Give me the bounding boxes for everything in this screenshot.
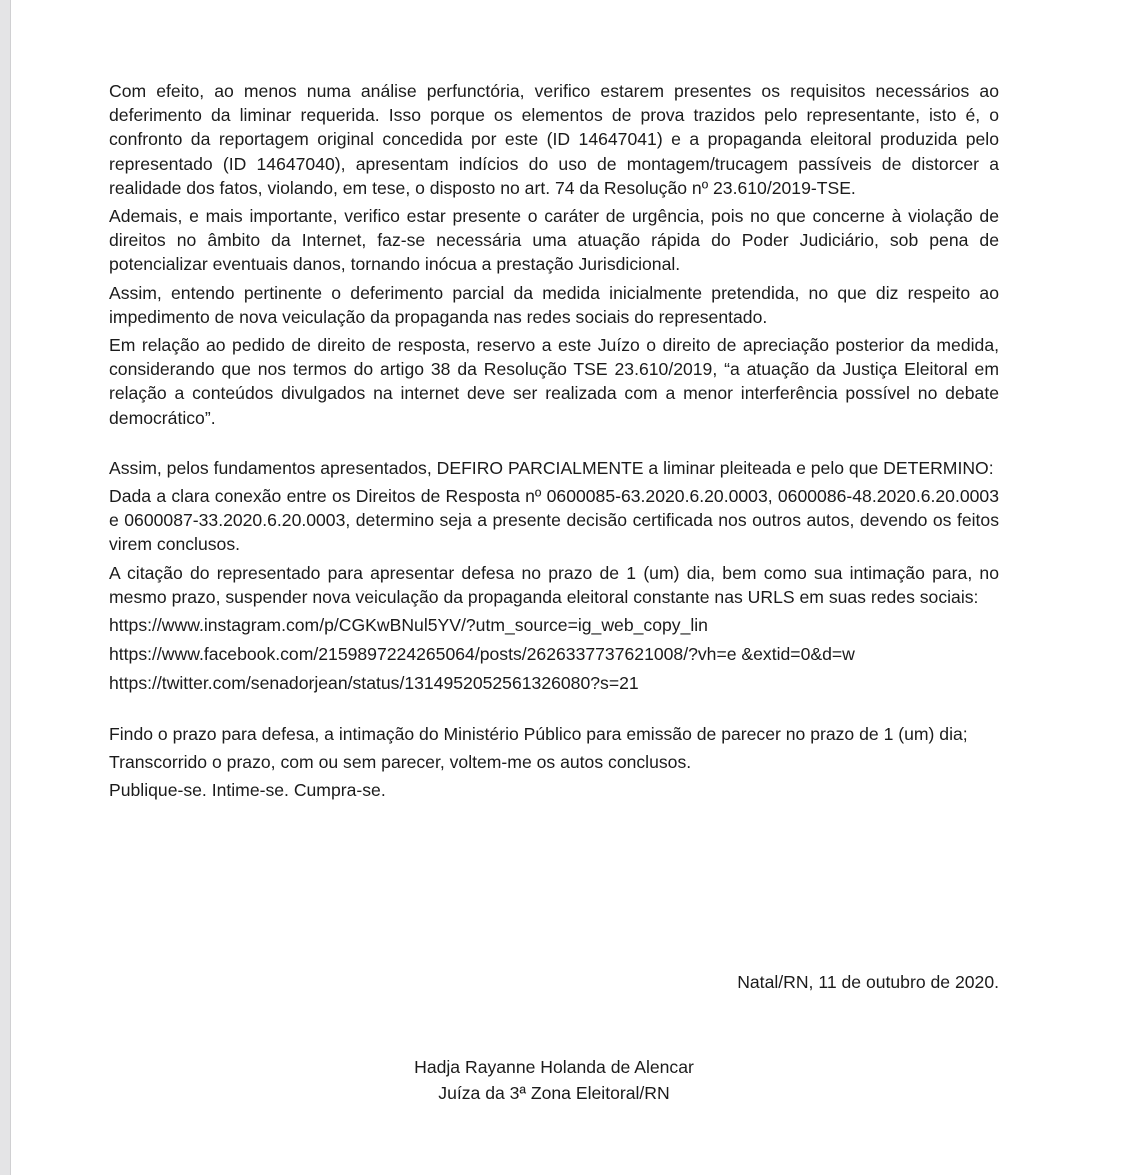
paragraph-requisitos: Com efeito, ao menos numa análise perfunctória, verifico estarem presentes os requisitos necessários ao deferimento da liminar requerida. Isso porque os elementos de prova trazidos pelo representante, isto é, o confronto da reportagem original concedida por este (ID 14647041) e a propaganda eleitoral produzida pelo representado (ID 14647040), apresentam indícios do uso de montagem/trucagem passíveis de distorcer a realidade dos fatos, violando, em tese, o disposto no art. 74 da Resolução nº 23.610/2019-TSE. bbox=[109, 81, 999, 198]
paragraph-publique-se: Publique-se. Intime-se. Cumpra-se. bbox=[109, 780, 386, 801]
signatory-name: Hadja Rayanne Holanda de Alencar bbox=[414, 1057, 694, 1077]
place-date: Natal/RN, 11 de outubro de 2020. bbox=[737, 972, 999, 992]
paragraph-direito-resposta: Em relação ao pedido de direito de resposta, reservo a este Juízo o direito de apreciação posterior da medida, considerando que nos termos do artigo 38 da Resolução TSE 23.610/2019, “a atuação da Justiça Eleitoral em relação a conteúdos divulgados na internet deve ser realizada com a menor interferência possível no debate democrático”. bbox=[109, 335, 999, 428]
document-body bbox=[109, 79, 999, 806]
paragraph-urgencia: Ademais, e mais importante, verifico estar presente o caráter de urgência, pois no que concerne à violação de direitos no âmbito da Internet, faz-se necessária uma atuação rápida do Poder Judiciário, sob pena de potencializar eventuais danos, tornando inócua a prestação Jurisdicional. bbox=[109, 206, 999, 275]
url-instagram: https://www.instagram.com/p/CGKwBNul5YV/?utm_source=ig_web_copy_lin bbox=[109, 615, 708, 636]
paragraph-transcorrido: Transcorrido o prazo, com ou sem parecer, voltem-me os autos conclusos. bbox=[109, 751, 692, 772]
signature-block bbox=[109, 1054, 999, 1106]
signatory-title: Juíza da 3ª Zona Eleitoral/RN bbox=[438, 1083, 670, 1103]
document-page bbox=[10, 0, 1125, 1175]
paragraph-citacao: A citação do representado para apresentar defesa no prazo de 1 (um) dia, bem como sua intimação para, no mesmo prazo, suspender nova veiculação da propaganda eleitoral constante nas URLS em suas redes sociais: bbox=[109, 562, 999, 607]
paragraph-conexao: Dada a clara conexão entre os Direitos de Resposta nº 0600085-63.2020.6.20.0003, 0600086-48.2020.6.20.0003 e 0600087-33.2020.6.20.0003, determino seja a presente decisão certificada nos outros autos, devendo os feitos virem conclusos. bbox=[109, 486, 999, 555]
url-facebook: https://www.facebook.com/2159897224265064/posts/2626337737621008/?vh=e &extid=0&d=w bbox=[109, 644, 855, 665]
paragraph-deferimento-parcial: Assim, entendo pertinente o deferimento parcial da medida inicialmente pretendida, no que diz respeito ao impedimento de nova veiculação da propaganda nas redes sociais do representado. bbox=[109, 282, 999, 327]
url-twitter: https://twitter.com/senadorjean/status/1314952052561326080?s=21 bbox=[109, 673, 639, 694]
paragraph-defiro: Assim, pelos fundamentos apresentados, DEFIRO PARCIALMENTE a liminar pleiteada e pelo que DETERMINO: bbox=[109, 457, 994, 478]
paragraph-ministerio-publico: Findo o prazo para defesa, a intimação do Ministério Público para emissão de parecer no prazo de 1 (um) dia; bbox=[109, 723, 968, 744]
